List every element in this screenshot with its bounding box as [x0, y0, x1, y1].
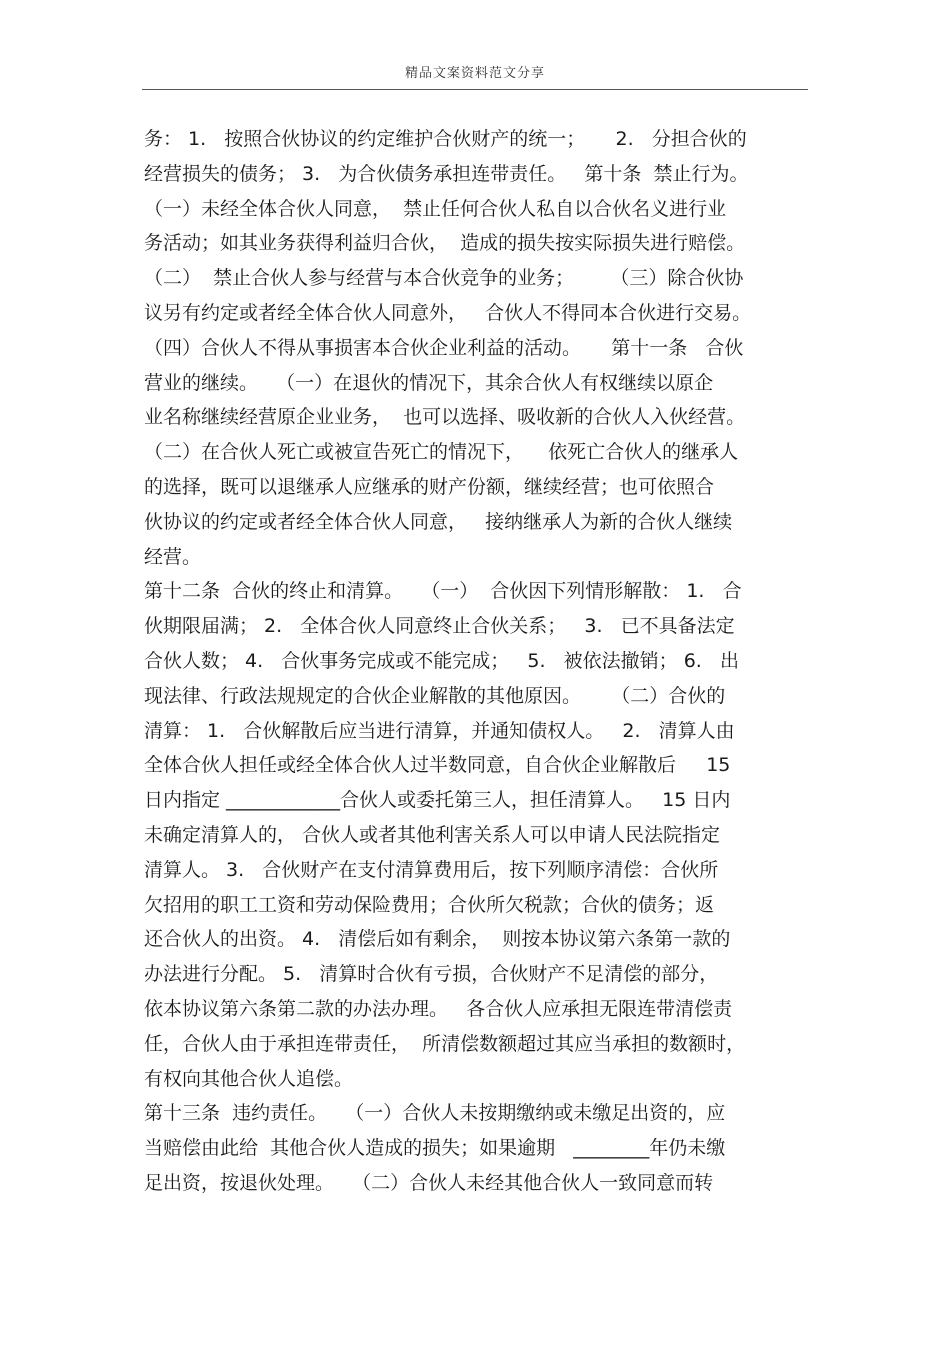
text-line: 第十三条 违约责任。 （一）合伙人未按期缴纳或未缴足出资的，应: [144, 1102, 726, 1125]
text-line: （二）在合伙人死亡或被宣告死亡的情况下， 依死亡合伙人的继承人: [144, 441, 739, 464]
text-line: 营业的继续。 （一）在退伙的情况下，其余合伙人有权继续以原企: [144, 371, 714, 394]
text-line: 合伙人数； 4. 合伙事务完成或不能完成； 5. 被依法撤销； 6. 出: [144, 649, 739, 672]
text-line: 办法进行分配。 5. 清算时合伙有亏损，合伙财产不足清偿的部分，: [144, 963, 719, 986]
text-line: 欠招用的职工工资和劳动保险费用；合伙所欠税款；合伙的债务；返: [144, 893, 715, 916]
text-line: 依本协议第六条第二款的办法办理。 各合伙人应承担无限连带清偿责: [144, 997, 733, 1020]
text-line: 有权向其他合伙人追偿。: [144, 1067, 354, 1090]
text-line: （四）合伙人不得从事损害本合伙企业利益的活动。 第十一条 合伙: [144, 336, 744, 359]
text-line: 日内指定 ____________合伙人或委托第三人，担任清算人。 15 日内: [144, 789, 731, 812]
text-line: 伙期限届满； 2. 全体合伙人同意终止合伙关系； 3. 已不具备法定: [144, 615, 735, 638]
text-line: （二） 禁止合伙人参与经营与本合伙竞争的业务； （三）除合伙协: [144, 267, 744, 290]
text-line: 清算人。 3. 合伙财产在支付清算费用后，按下列顺序清偿：合伙所: [144, 858, 719, 881]
text-line: 全体合伙人担任或经全体合伙人过半数同意，自合伙企业解散后 15: [144, 754, 731, 777]
page-header: 精品文案资料范文分享: [404, 66, 545, 81]
text-line: 务： 1. 按照合伙协议的约定维护合伙财产的统一； 2. 分担合伙的: [144, 128, 747, 150]
text-line: 经营。: [144, 545, 202, 568]
text-line: 的选择，既可以退继承人应继承的财产份额，继续经营；也可依照合: [144, 475, 715, 498]
text-line: （一）未经全体合伙人同意， 禁止任何合伙人私自以合伙名义进行业: [144, 197, 727, 220]
text-line: 任，合伙人由于承担连带责任， 所清偿数额超过其应当承担的数额时，: [144, 1032, 746, 1055]
text-line: 当赔偿由此给 其他合伙人造成的损失；如果逾期 ________年仍未缴: [144, 1137, 726, 1160]
text-line: 经营损失的债务； 3. 为合伙债务承担连带责任。 第十条 禁止行为。: [144, 162, 749, 185]
text-line: 足出资，按退伙处理。 （二）合伙人未经其他合伙人一致同意而转: [144, 1171, 714, 1194]
text-line: 现法律、行政法规规定的合伙企业解散的其他原因。 （二）合伙的: [144, 684, 726, 707]
text-line: 议另有约定或者经全体合伙人同意外， 合伙人不得同本合伙进行交易。: [144, 301, 752, 324]
text-line: 业名称继续经营原企业业务， 也可以选择、吸收新的合伙人入伙经营。: [144, 406, 746, 429]
text-line: 还合伙人的出资。 4. 清偿后如有剩余， 则按本协议第六条第一款的: [144, 928, 731, 951]
text-line: 务活动；如其业务获得利益归合伙， 造成的损失按实际损失进行赔偿。: [144, 232, 746, 255]
header-divider: [142, 89, 808, 90]
text-line: 清算： 1. 合伙解散后应当进行清算，并通知债权人。 2. 清算人由: [144, 719, 735, 742]
document-body: [144, 122, 810, 1201]
text-line: 第十二条 合伙的终止和清算。 （一） 合伙因下列情形解散： 1. 合: [144, 580, 742, 603]
text-line: 伙协议的约定或者经全体合伙人同意， 接纳继承人为新的合伙人继续: [144, 510, 733, 533]
text-line: 未确定清算人的， 合伙人或者其他利害关系人可以申请人民法院指定: [144, 823, 721, 846]
